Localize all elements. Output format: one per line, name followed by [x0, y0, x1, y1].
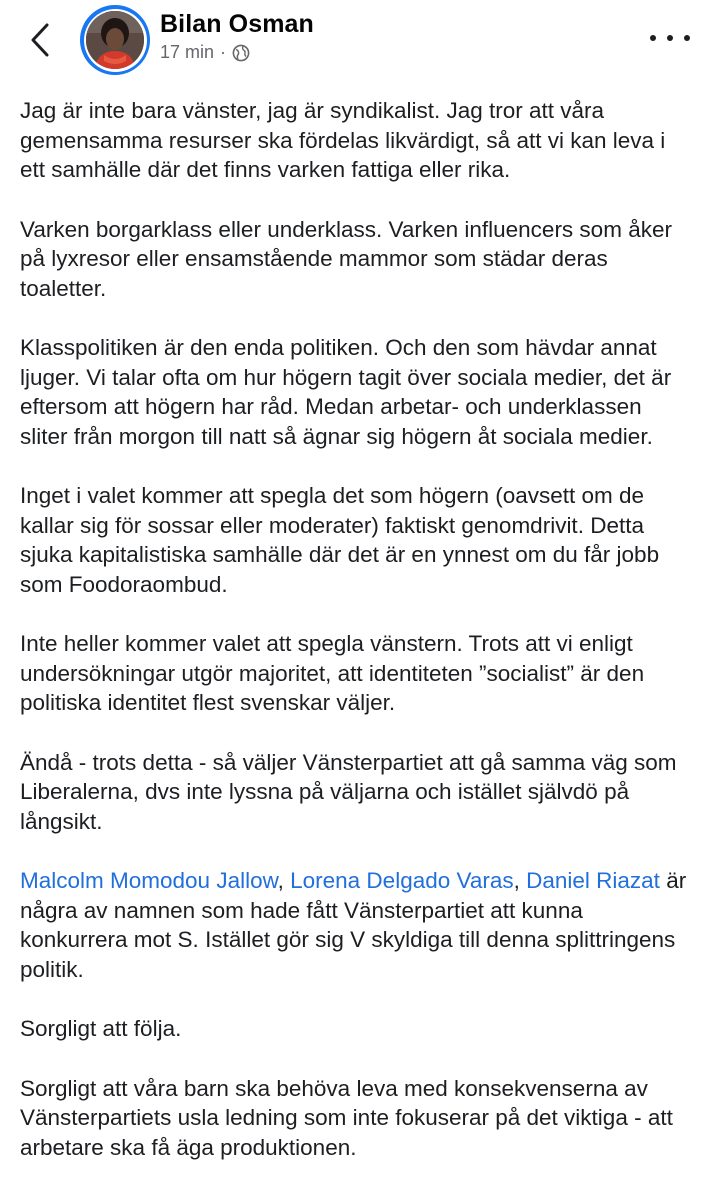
- post-paragraph-8: Sorgligt att följa.: [20, 1016, 182, 1041]
- post-paragraph-7-text: är några av namnen som hade fått Vänsterpartiet att kunna konkurrera mot S. Istället gör sig V skyldiga till denna splittringens politik.: [20, 868, 687, 982]
- globe-icon: [232, 44, 250, 62]
- avatar[interactable]: [80, 5, 150, 75]
- post-paragraph-2: Varken borgarklass eller underklass. Varken influencers som åker på lyxresor eller ensamstående mammor som städar deras toaletter.: [20, 216, 672, 301]
- more-horizontal-icon: [650, 35, 656, 41]
- post-time[interactable]: 17 min: [160, 42, 215, 62]
- post-paragraph-5: Inte heller kommer valet att spegla vänstern. Trots att vi enligt undersökningar utgör majoritet, att identiteten ”socialist” är den politiska identitet flest svenskar väljer.: [20, 631, 645, 715]
- post-body: [20, 96, 695, 1192]
- post-paragraph-4: Inget i valet kommer att spegla det som högern (oavsett om de kallar sig för sossar eller moderater) faktiskt genomdrivit. Detta sjuka kapitalistiska samhälle där det är en ynnest om du får jobb som Foodoraombud.: [20, 483, 660, 597]
- mention-separator: ,: [513, 868, 527, 893]
- post-meta: [160, 42, 250, 63]
- avatar-photo: [86, 11, 144, 69]
- chevron-left-icon: [30, 23, 50, 57]
- post-paragraph-7: [20, 866, 695, 984]
- author-name[interactable]: Bilan Osman: [160, 10, 314, 38]
- mention-daniel-riazat[interactable]: Daniel Riazat: [526, 868, 660, 893]
- meta-separator: ·: [220, 42, 227, 62]
- mention-separator: ,: [277, 868, 291, 893]
- mention-lorena-delgado-varas[interactable]: Lorena Delgado Varas: [290, 868, 514, 893]
- post-paragraph-1: Jag är inte bara vänster, jag är syndikalist. Jag tror att våra gemensamma resurser ska fördelas likvärdigt, så att vi kan leva i ett samhälle där det finns varken fattiga eller rika.: [20, 98, 666, 182]
- post-paragraph-3: Klasspolitiken är den enda politiken. Och den som hävdar annat ljuger. Vi talar ofta om hur högern tagit över sociala medier, det är eftersom att högern har råd. Medan arbetar- och underklassen sliter från morgon till natt så ägnar sig högern åt sociala medier.: [20, 335, 672, 449]
- post-paragraph-6: Ändå - trots detta - så väljer Vänsterpartiet att gå samma väg som Liberalerna, dvs inte lyssna på väljarna och istället självdö på långsikt.: [20, 749, 677, 834]
- profile-photo-icon: [86, 11, 144, 69]
- more-options-button[interactable]: [650, 26, 690, 50]
- post-header: [0, 0, 709, 90]
- post-paragraph-9: Sorgligt att våra barn ska behöva leva med konsekvenserna av Vänsterpartiets usla ledning som inte fokuserar på det viktiga - att arbetare ska få äga produktionen.: [20, 1075, 673, 1160]
- mention-malcolm-momodou-jallow[interactable]: Malcolm Momodou Jallow: [20, 868, 278, 893]
- back-button[interactable]: [22, 20, 58, 60]
